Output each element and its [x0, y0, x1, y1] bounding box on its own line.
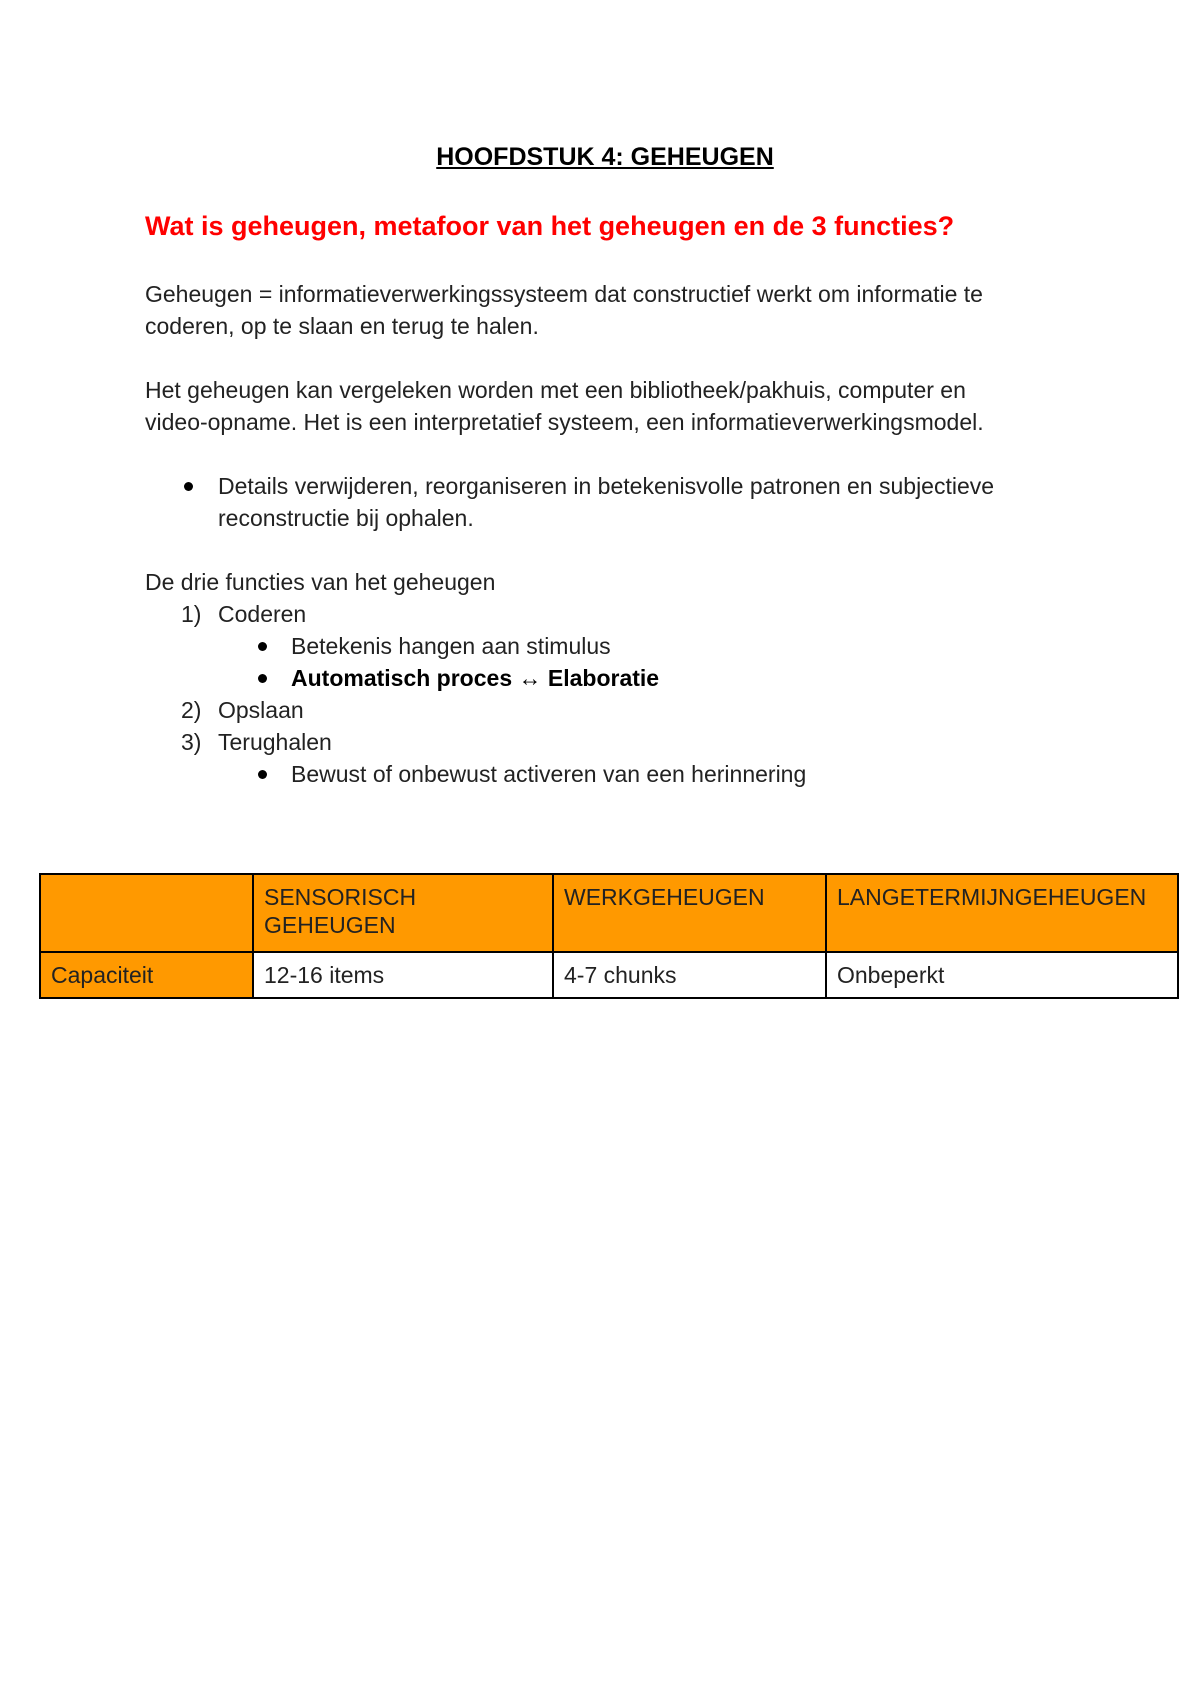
table-cell: Onbeperkt — [826, 952, 1178, 998]
capacity-table-wrapper — [39, 873, 1179, 999]
list-number: 1) — [181, 601, 202, 627]
table-header-cell-empty — [40, 874, 253, 952]
functions-list — [145, 598, 1065, 790]
function-item-opslaan — [145, 694, 1065, 726]
coderen-sublist — [218, 630, 1065, 694]
table-header-cell: LANGETERMIJNGEHEUGEN — [826, 874, 1178, 952]
definition-line-1: Geheugen = informatieverwerkingssysteem dat constructief werkt om informatie te — [145, 281, 983, 307]
function-label: Opslaan — [218, 697, 304, 723]
section-question-heading: Wat is geheugen, metafoor van het geheugen en de 3 functies? — [145, 211, 955, 241]
sub-item-text: Bewust of onbewust activeren van een herinnering — [291, 761, 807, 787]
definition-line-2: coderen, op te slaan en terug te halen. — [145, 313, 539, 339]
table-header-cell: WERKGEHEUGEN — [553, 874, 826, 952]
table-row — [40, 952, 1178, 998]
functions-heading: De drie functies van het geheugen — [145, 569, 496, 595]
function-label: Terughalen — [218, 729, 332, 755]
bullet-list — [145, 470, 1065, 534]
table-cell: 4-7 chunks — [553, 952, 826, 998]
list-number: 2) — [181, 697, 202, 723]
function-label: Coderen — [218, 601, 307, 627]
table-row-label: Capaciteit — [40, 952, 253, 998]
table-header-row — [40, 874, 1178, 952]
metaphor-paragraph — [145, 374, 1065, 438]
list-item — [218, 662, 1065, 694]
function-item-terughalen — [145, 726, 1065, 790]
bullet-icon — [258, 674, 267, 683]
table-cell: 12-16 items — [253, 952, 553, 998]
terughalen-sublist — [218, 758, 1065, 790]
bullet-icon — [258, 642, 267, 651]
page-title: HOOFDSTUK 4: GEHEUGEN — [436, 143, 774, 171]
bullet-line-2: reconstructie bij ophalen. — [218, 505, 474, 531]
sub-item-text: Betekenis hangen aan stimulus — [291, 633, 611, 659]
definition-paragraph — [145, 278, 1065, 342]
list-item — [218, 758, 1065, 790]
capacity-table — [39, 873, 1179, 999]
sub-item-text: Automatisch proces ↔ Elaboratie — [291, 665, 660, 691]
bullet-line-1: Details verwijderen, reorganiseren in betekenisvolle patronen en subjectieve — [218, 473, 995, 499]
document-body — [145, 140, 1065, 790]
list-item — [218, 630, 1065, 662]
metaphor-line-2: video-opname. Het is een interpretatief systeem, een informatieverwerkingsmodel. — [145, 409, 984, 435]
bullet-icon — [258, 770, 267, 779]
table-header-cell: SENSORISCH GEHEUGEN — [253, 874, 553, 952]
list-number: 3) — [181, 729, 202, 755]
list-item — [145, 470, 1065, 534]
bullet-icon — [184, 482, 193, 491]
function-item-coderen — [145, 598, 1065, 694]
metaphor-line-1: Het geheugen kan vergeleken worden met een bibliotheek/pakhuis, computer en — [145, 377, 966, 403]
